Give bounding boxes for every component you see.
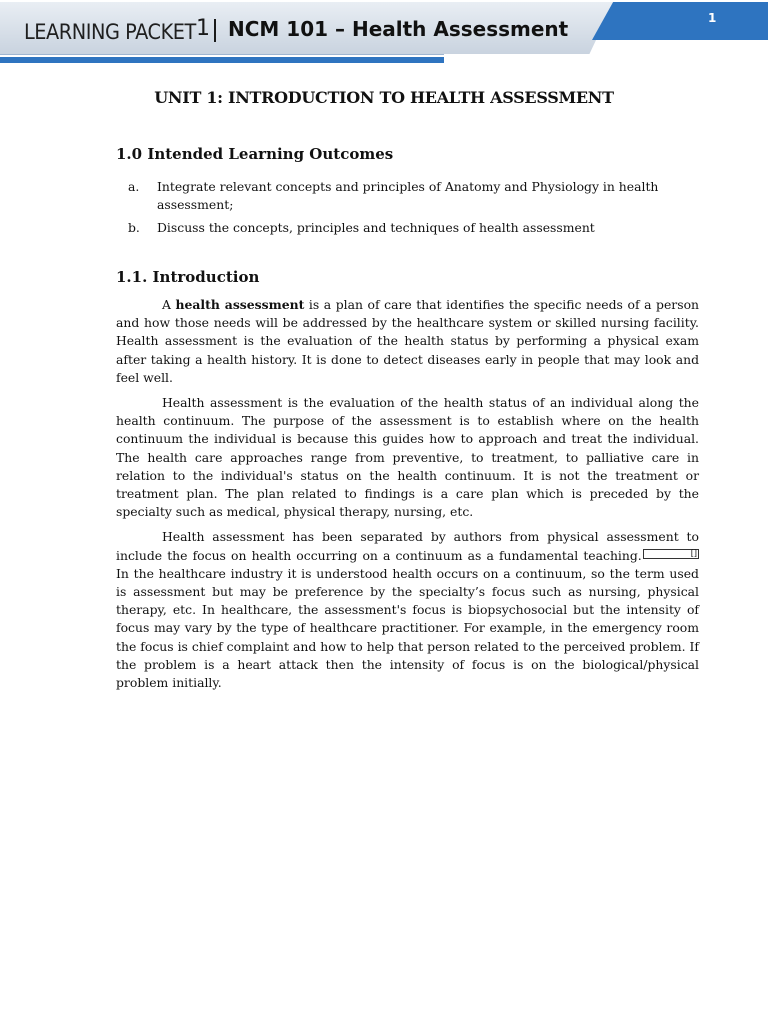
header-rule — [0, 57, 444, 63]
introduction-heading: 1.1. Introduction — [116, 268, 260, 286]
outcome-marker: a. — [128, 179, 140, 194]
page-number: 1 — [708, 11, 717, 25]
packet-number: 1 — [196, 16, 210, 41]
outcomes-list — [128, 178, 700, 242]
packet-label: LEARNING PACKET — [24, 20, 196, 44]
paragraph-1 — [116, 296, 699, 387]
p1-lead: A — [162, 297, 176, 312]
course-title: NCM 101 – Health Assessment — [228, 17, 569, 41]
outcome-text: Integrate relevant concepts and principles of Anatomy and Physiology in health assessment; — [157, 179, 659, 212]
reference-marker[interactable]: [] — [643, 549, 699, 559]
p3-part-a: Health assessment has been separated by authors from physical assessment to include the focus on health occurring on a continuum as a fundamental teaching. — [116, 529, 699, 563]
outcome-marker: b. — [128, 220, 140, 235]
term-health-assessment: health assessment — [175, 297, 305, 312]
outcome-item — [128, 219, 700, 237]
paragraph-2: Health assessment is the evaluation of the health status of an individual along the health continuum. The purpose of the assessment is to establish where on the health continuum the individual is because this guides how to approach and treat the individual. The health care approaches range from preventive, to treatment, to palliative care in relation to the individual's status on the health continuum. It is not the treatment or treatment plan. The plan related to findings is a care plan which is preceded by the specialty such as medical, physical therapy, nursing, etc. — [116, 395, 699, 520]
outcome-text: Discuss the concepts, principles and techniques of health assessment — [157, 220, 595, 235]
outcomes-heading: 1.0 Intended Learning Outcomes — [116, 145, 394, 163]
page-header — [0, 0, 768, 66]
header-thin-rule — [0, 54, 444, 55]
p3-part-b: In the healthcare industry it is understood health occurs on a continuum, so the term used is assessment but may be preference by the specialty’s focus such as nursing, physical therapy, etc. In healthcare, the assessment's focus is biopsychosocial but the intensity of focus may vary by the type of healthcare practitioner. For example, in the emergency room the focus is chief complaint and how to help that person related to the perceived problem. If the problem is a heart attack then the intensity of focus is on the biological/physical problem initially. — [116, 565, 699, 691]
unit-title: UNIT 1: INTRODUCTION TO HEALTH ASSESSMENT — [154, 88, 614, 107]
introduction-body — [116, 296, 699, 699]
outcome-item — [128, 178, 700, 214]
p1-rest: is a plan of care that identifies the specific needs of a person and how those needs will be addressed by the healthcare system or skilled nursing facility. Health assessment is the evaluation of the health status by performing a physical exam after taking a health history. It is done to detect diseases early in people that may look and feel well. — [116, 297, 700, 385]
paragraph-3 — [116, 528, 699, 692]
header-separator — [214, 19, 216, 42]
header-accent-tab — [592, 2, 768, 40]
